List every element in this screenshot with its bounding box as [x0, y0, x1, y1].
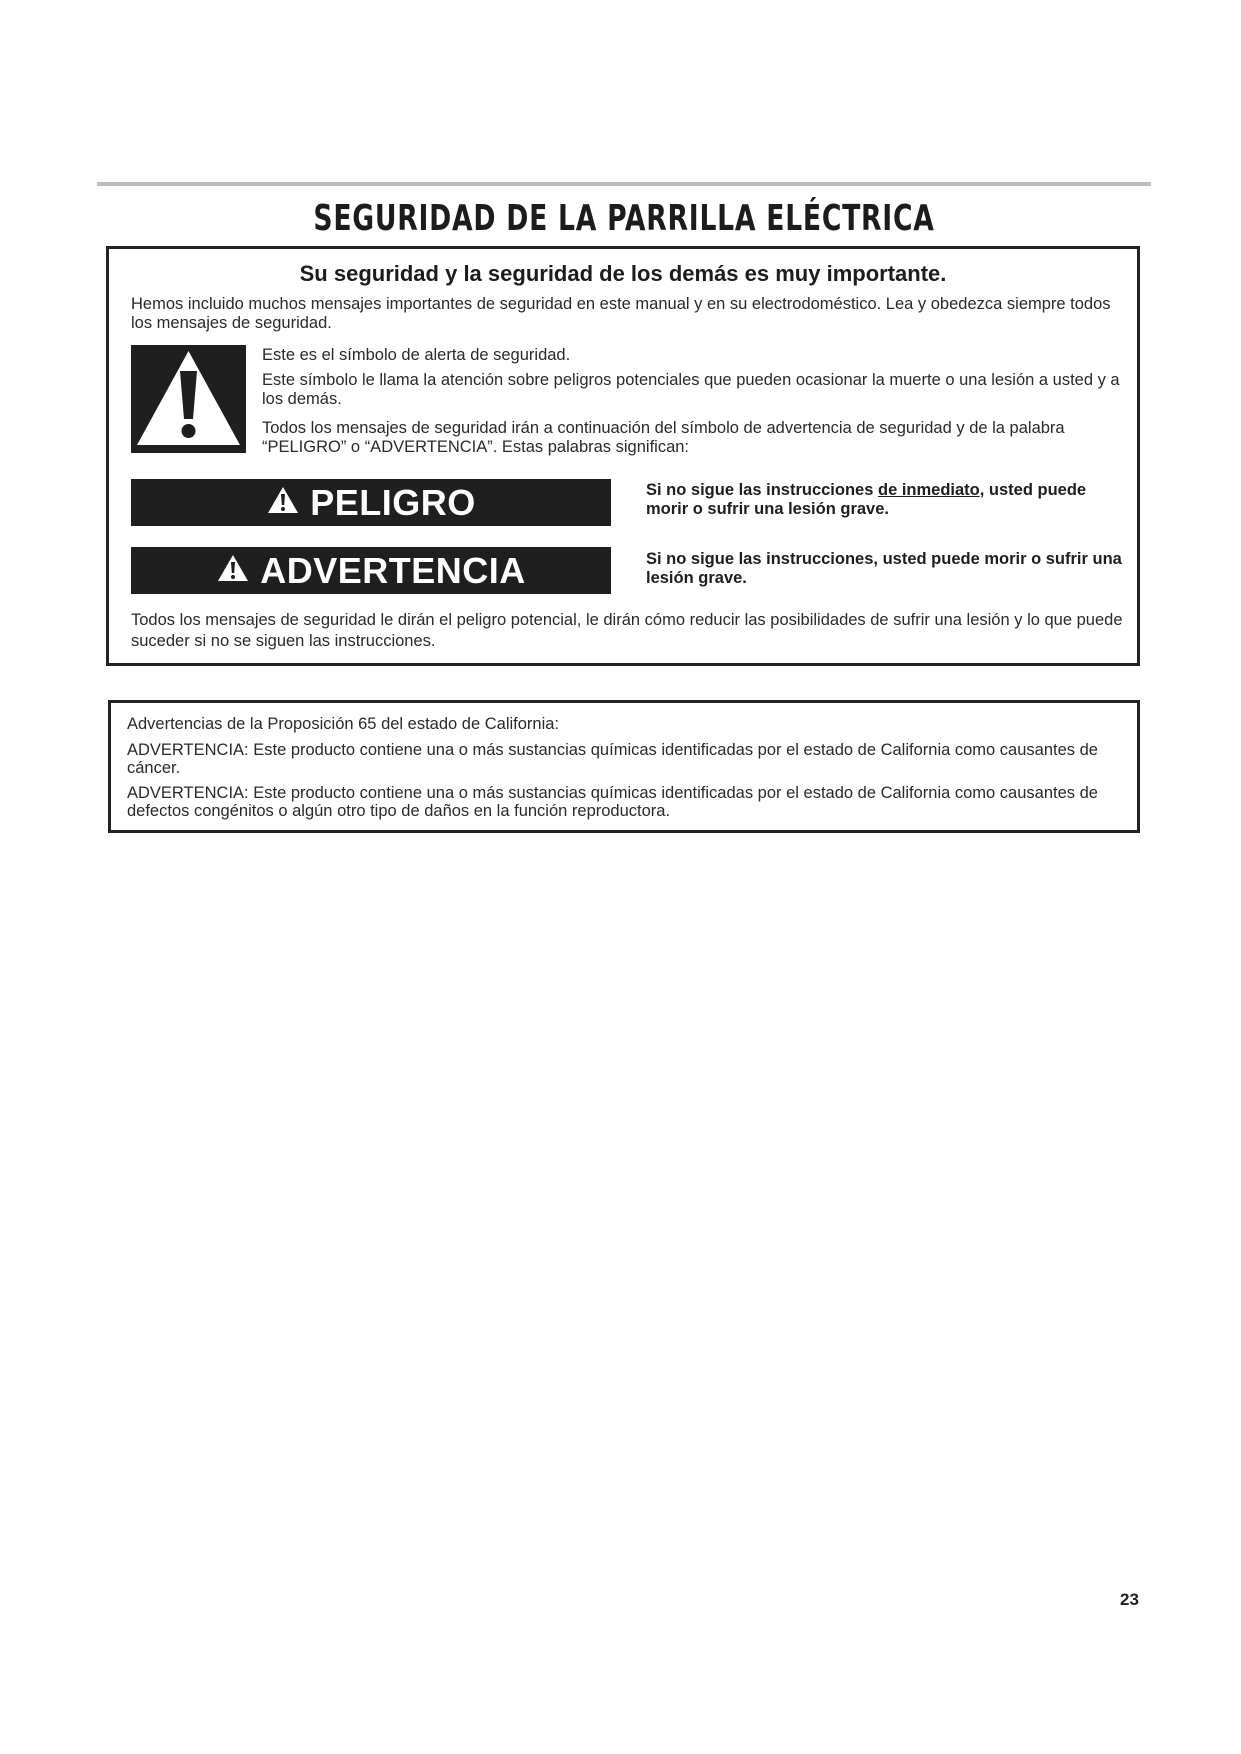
- prop65-warning-1: ADVERTENCIA: Este producto contiene una o más sustancias químicas identificadas por el estado de California como causantes de cáncer.: [127, 741, 1098, 777]
- symbol-line-3: Todos los mensajes de seguridad irán a continuación del símbolo de advertencia de seguridad y de la palabra “PELIGRO” o “ADVERTENCIA”. Estas palabras significan:: [262, 419, 1065, 456]
- symbol-line-2: Este símbolo le llama la atención sobre peligros potenciales que pueden ocasionar la muerte o una lesión a usted y a los demás.: [262, 371, 1120, 408]
- safety-heading: Su seguridad y la seguridad de los demás es muy importante.: [299, 261, 947, 286]
- symbol-line-1: Este es el símbolo de alerta de seguridad.: [262, 346, 571, 364]
- prop65-box: [108, 700, 1140, 833]
- prop65-heading: Advertencias de la Proposición 65 del estado de California:: [127, 715, 560, 733]
- warning-triangle-icon: [266, 482, 300, 524]
- danger-label: PELIGRO: [310, 481, 476, 523]
- warning-banner: [131, 547, 611, 594]
- danger-description: Si no sigue las instrucciones de inmediato, usted puede morir o sufrir una lesión grave.: [646, 481, 1087, 518]
- warning-triangle-icon: [216, 550, 250, 592]
- top-rule: [97, 182, 1151, 186]
- warning-description: Si no sigue las instrucciones, usted puede morir o sufrir una lesión grave.: [646, 550, 1122, 587]
- page-number: 23: [1120, 1590, 1139, 1609]
- page-title: SEGURIDAD DE LA PARRILLA ELÉCTRICA: [313, 198, 935, 239]
- safety-box: [106, 246, 1140, 666]
- warning-label: ADVERTENCIA: [260, 549, 526, 591]
- underlined-text: de inmediato: [877, 481, 980, 499]
- danger-banner: [131, 479, 611, 526]
- safety-alert-icon: [131, 345, 246, 453]
- safety-intro: Hemos incluido muchos mensajes importantes de seguridad en este manual y en su electrodoméstico. Lea y obedezca siempre todos los mensajes de seguridad.: [131, 295, 1111, 332]
- safety-closing: Todos los mensajes de seguridad le dirán el peligro potencial, le dirán cómo reducir las posibilidades de sufrir una lesión y lo que puede suceder si no se siguen las instrucciones.: [131, 611, 1123, 650]
- prop65-warning-2: ADVERTENCIA: Este producto contiene una o más sustancias químicas identificadas por el estado de California como causantes de defectos congénitos o algún otro tipo de daños en la función reproductora.: [127, 784, 1098, 820]
